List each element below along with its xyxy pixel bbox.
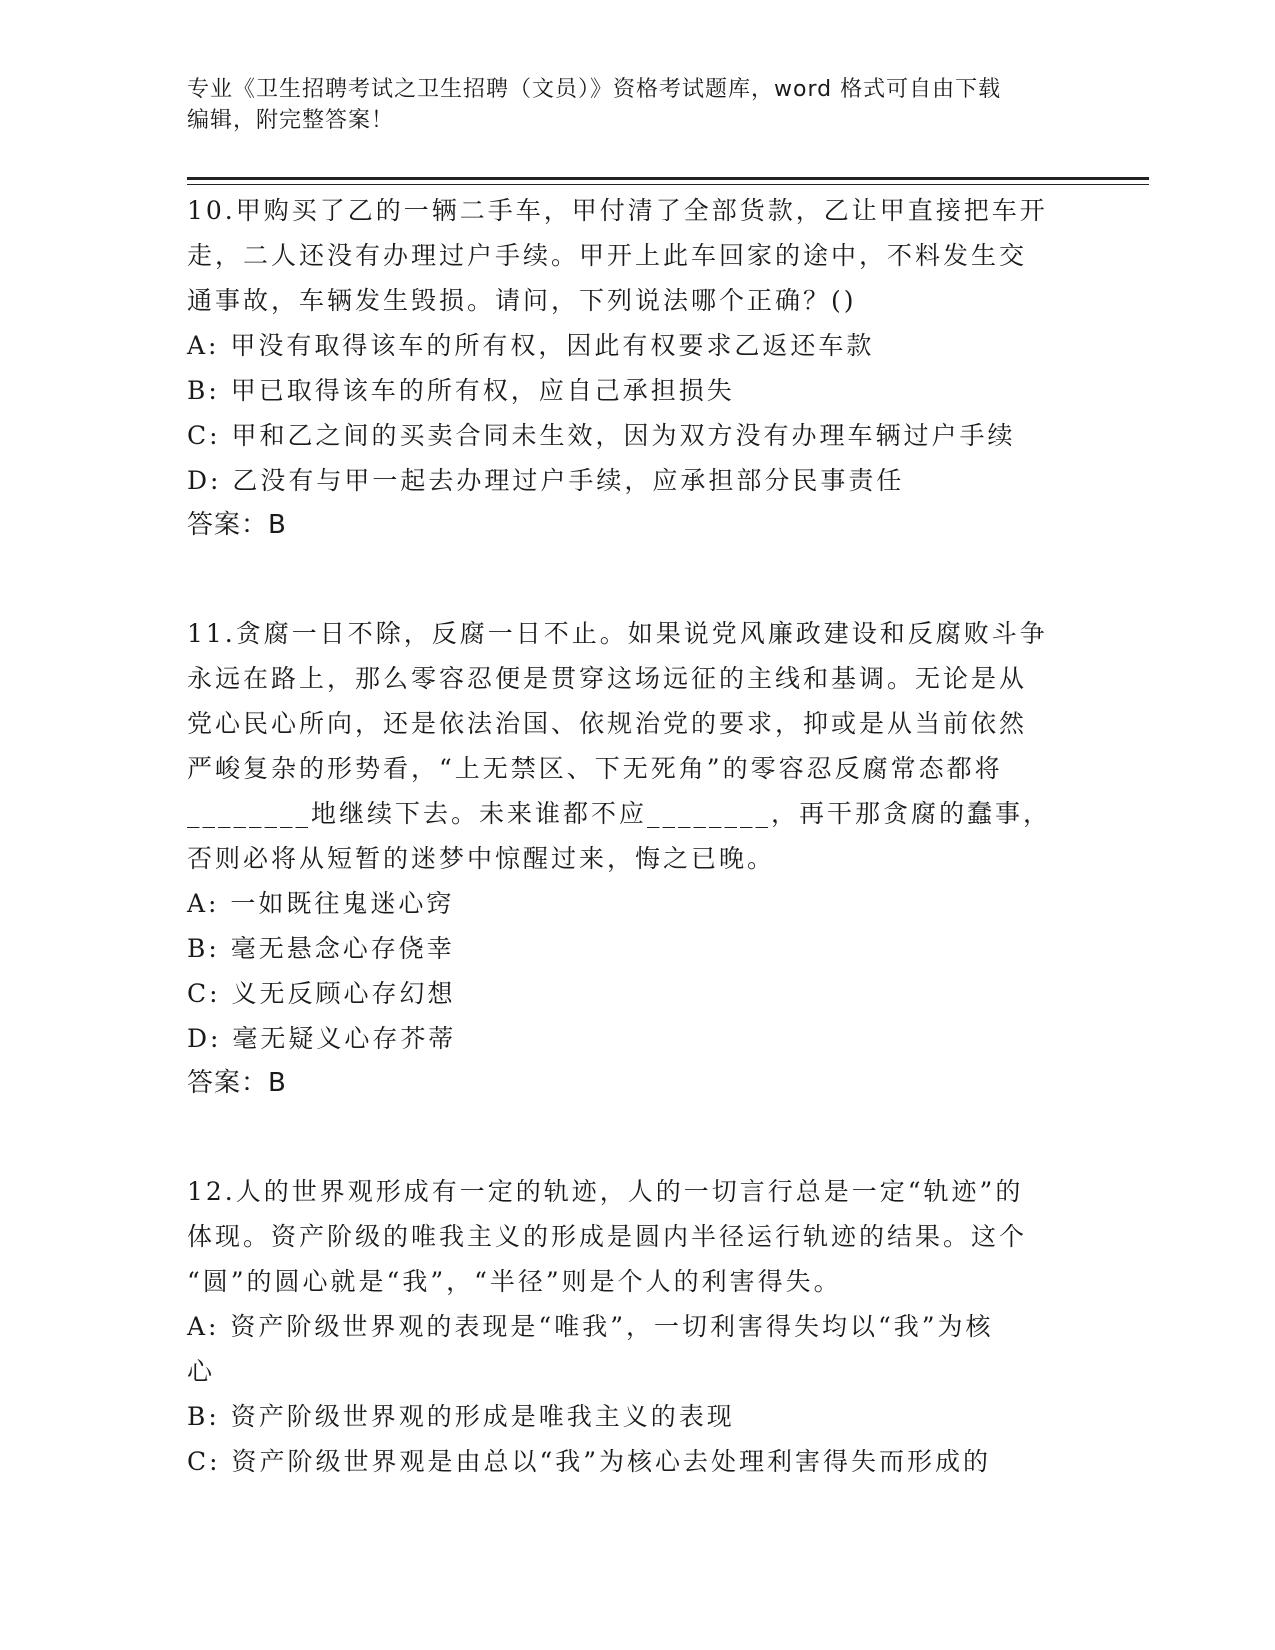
answer: 答案：B bbox=[187, 510, 287, 540]
option-d: D: 乙没有与甲一起去办理过户手续，应承担部分民事责任 bbox=[187, 466, 905, 495]
document-header bbox=[187, 74, 1067, 136]
question-stem-line: 10.甲购买了乙的一辆二手车，甲付清了全部货款，乙让甲直接把车开 bbox=[187, 196, 1048, 225]
option-b: B: 甲已取得该车的所有权，应自己承担损失 bbox=[187, 376, 735, 405]
question-11 bbox=[187, 611, 1067, 1106]
spacer bbox=[187, 1106, 1067, 1169]
option-c: C: 甲和乙之间的买卖合同未生效，因为双方没有办理车辆过户手续 bbox=[187, 421, 1016, 450]
option-c: C: 义无反顾心存幻想 bbox=[187, 979, 456, 1008]
option-b: B: 毫无悬念心存侥幸 bbox=[187, 934, 455, 963]
question-stem-line: 12.人的世界观形成有一定的轨迹，人的一切言行总是一定“轨迹”的 bbox=[187, 1177, 1024, 1206]
header-rule-thin bbox=[187, 184, 1149, 185]
header-line-1: 专业《卫生招聘考试之卫生招聘（文员）》资格考试题库，word 格式可自由下载 bbox=[187, 77, 1002, 102]
spacer bbox=[187, 548, 1067, 611]
question-stem-line: “圆”的圆心就是“我”，“半径”则是个人的利害得失。 bbox=[187, 1267, 842, 1296]
option-a: A: 资产阶级世界观的表现是“唯我”，一切利害得失均以“我”为核 bbox=[187, 1312, 994, 1341]
question-stem-line: 永远在路上，那么零容忍便是贯穿这场远征的主线和基调。无论是从 bbox=[187, 664, 1028, 693]
question-list bbox=[187, 188, 1067, 1484]
option-a-continued: 心 bbox=[187, 1357, 216, 1386]
answer: 答案：B bbox=[187, 1068, 287, 1098]
question-stem-line: 体现。资产阶级的唯我主义的形成是圆内半径运行轨迹的结果。这个 bbox=[187, 1222, 1028, 1251]
question-12 bbox=[187, 1169, 1067, 1484]
question-stem-line: 党心民心所向，还是依法治国、依规治党的要求，抑或是从当前依然 bbox=[187, 709, 1028, 738]
option-a: A: 一如既往鬼迷心窍 bbox=[187, 889, 455, 918]
header-rule-thick bbox=[187, 177, 1149, 180]
header-line-2: 编辑，附完整答案！ bbox=[187, 108, 395, 133]
option-c: C: 资产阶级世界观是由总以“我”为核心去处理利害得失而形成的 bbox=[187, 1447, 992, 1476]
question-stem-line: 严峻复杂的形势看，“上无禁区、下无死角”的零容忍反腐常态都将 bbox=[187, 754, 1003, 783]
option-d: D: 毫无疑义心存芥蒂 bbox=[187, 1024, 457, 1053]
option-a: A: 甲没有取得该车的所有权，因此有权要求乙返还车款 bbox=[187, 331, 875, 360]
question-10 bbox=[187, 188, 1067, 548]
option-b: B: 资产阶级世界观的形成是唯我主义的表现 bbox=[187, 1402, 735, 1431]
question-stem-line: 通事故，车辆发生毁损。请问，下列说法哪个正确？() bbox=[187, 286, 857, 315]
question-stem-line: ________地继续下去。未来谁都不应________，再干那贪腐的蠢事， bbox=[187, 799, 1052, 828]
question-stem-line: 11.贪腐一日不除，反腐一日不止。如果说党风廉政建设和反腐败斗争 bbox=[187, 619, 1048, 648]
question-stem-line: 走，二人还没有办理过户手续。甲开上此车回家的途中，不料发生交 bbox=[187, 241, 1028, 270]
question-stem-line: 否则必将从短暂的迷梦中惊醒过来，悔之已晚。 bbox=[187, 844, 776, 873]
